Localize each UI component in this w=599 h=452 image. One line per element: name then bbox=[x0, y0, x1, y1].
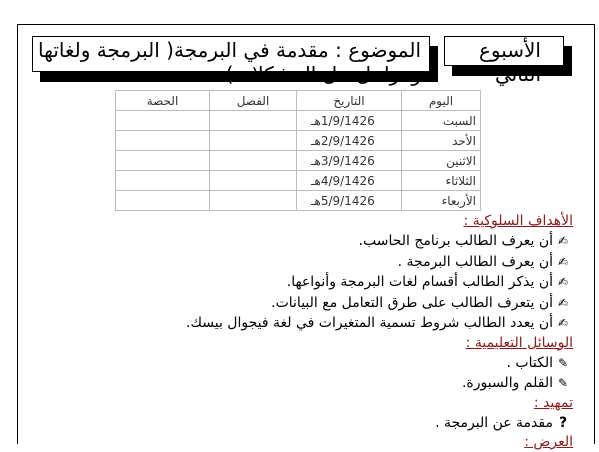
cell-class[interactable] bbox=[210, 151, 297, 171]
pencil-icon: ✎ bbox=[557, 376, 569, 390]
cell-period[interactable] bbox=[116, 171, 210, 191]
hand-write-icon: ✍ bbox=[557, 295, 569, 310]
objective-item: ✍أن يعرف الطالب برنامج الحاسب. bbox=[33, 231, 573, 252]
objective-item: ✍أن يذكر الطالب أقسام لغات البرمجة وأنواعها. bbox=[33, 272, 573, 293]
cell-date: 3/9/1426هـ bbox=[297, 151, 402, 171]
cell-day: الأحد bbox=[402, 131, 481, 151]
week-box bbox=[444, 36, 564, 86]
col-period: الحصة bbox=[116, 91, 210, 111]
cell-period[interactable] bbox=[116, 111, 210, 131]
cell-day: الاثنين bbox=[402, 151, 481, 171]
hand-write-icon: ✍ bbox=[557, 254, 569, 269]
hand-write-icon: ✍ bbox=[557, 275, 569, 289]
objective-item: ✍أن يتعرف الطالب على طرق التعامل مع البيانات. bbox=[33, 293, 573, 314]
cell-date: 1/9/1426هـ bbox=[297, 111, 402, 131]
cell-class[interactable] bbox=[210, 191, 297, 211]
table-row bbox=[116, 171, 481, 191]
cell-period[interactable] bbox=[116, 151, 210, 171]
col-class: الفصل bbox=[210, 91, 297, 111]
cell-class[interactable] bbox=[210, 171, 297, 191]
table-row bbox=[116, 191, 481, 211]
table-row bbox=[116, 111, 481, 131]
col-date: التاريخ bbox=[297, 91, 402, 111]
objectives-heading: الأهداف السلوكية : bbox=[463, 213, 573, 229]
cell-class[interactable] bbox=[210, 131, 297, 151]
pencil-icon: ✎ bbox=[557, 355, 569, 370]
cell-date: 5/9/1426هـ bbox=[297, 191, 402, 211]
cell-day: الثلاثاء bbox=[402, 171, 481, 191]
schedule-table bbox=[115, 90, 481, 211]
cell-day: السبت bbox=[402, 111, 481, 131]
topic-title: الموضوع : مقدمة في البرمجة( البرمجة ولغاتها bbox=[38, 38, 421, 62]
aid-item: ✎الكتاب . bbox=[33, 353, 573, 374]
cell-period[interactable] bbox=[116, 191, 210, 211]
week-label: الأسبوع bbox=[478, 38, 541, 62]
hand-write-icon: ✍ bbox=[557, 234, 569, 248]
table-row bbox=[116, 131, 481, 151]
schedule-header-row bbox=[116, 91, 481, 111]
hand-write-icon: ✍ bbox=[557, 316, 569, 330]
week-label-cont: الثاني bbox=[494, 62, 541, 86]
aid-item: ✎القلم والسبورة. bbox=[33, 373, 573, 394]
lesson-content bbox=[33, 212, 573, 452]
cell-date: 2/9/1426هـ bbox=[297, 131, 402, 151]
intro-item: ?مقدمة عن البرمجة . bbox=[33, 413, 573, 434]
table-row bbox=[116, 151, 481, 171]
objective-item: ✍أن يعدد الطالب شروط تسمية المتغيرات في لغة فيجوال بيسك. bbox=[33, 313, 573, 334]
topic-title-cont: ومراحل حل المشكلات) bbox=[225, 62, 421, 86]
cell-date: 4/9/1426هـ bbox=[297, 171, 402, 191]
topic-box bbox=[32, 36, 430, 86]
aids-heading: الوسائل التعليمية : bbox=[465, 334, 573, 351]
presentation-heading: العرض : bbox=[524, 434, 573, 450]
cell-period[interactable] bbox=[116, 131, 210, 151]
objective-item: ✍أن يعرف الطالب البرمجة . bbox=[33, 252, 573, 273]
col-day: اليوم bbox=[402, 91, 481, 111]
question-icon: ? bbox=[558, 414, 568, 431]
cell-day: الأربعاء bbox=[402, 191, 481, 211]
cell-class[interactable] bbox=[210, 111, 297, 131]
intro-heading: تمهيد : bbox=[533, 394, 573, 411]
